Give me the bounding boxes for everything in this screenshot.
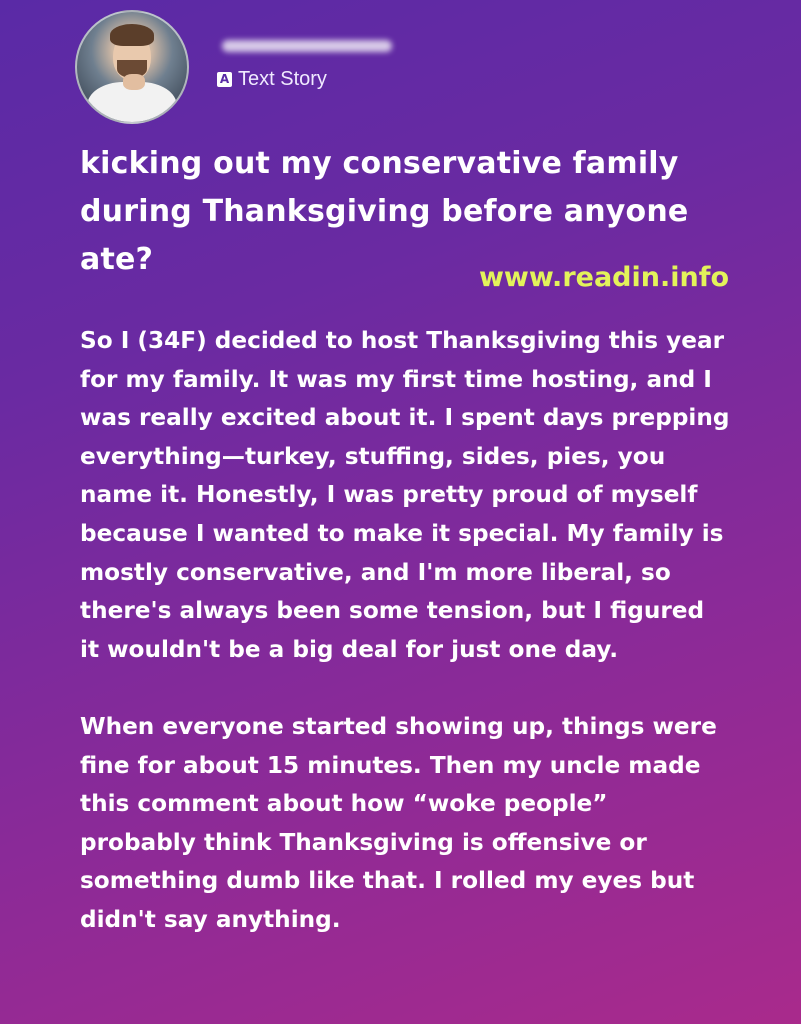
text-story-icon: A <box>217 72 232 87</box>
username-blurred[interactable] <box>222 40 392 52</box>
watermark-url: www.readin.info <box>478 262 729 293</box>
story-paragraph: When everyone started showing up, things were fine for about 15 minutes. Then my uncle made this comment about how “woke people” probably think Thanksgiving is offensive or something dumb like that. I rolled my eyes but didn't say anything. <box>80 712 717 933</box>
avatar-hand <box>123 74 145 90</box>
user-avatar[interactable] <box>75 10 189 124</box>
story-body <box>80 322 730 978</box>
avatar-hair <box>110 24 154 46</box>
post-title: kicking out my conservative family during Thanksgiving before anyone ate? <box>80 146 689 277</box>
story-type-label: Text Story <box>238 67 327 90</box>
story-type-tag <box>217 66 327 92</box>
story-paragraph: So I (34F) decided to host Thanksgiving this year for my family. It was my first time hosting, and I was really excited about it. I spent days prepping everything—turkey, stuffing, sides, pies, you name it. Honestly, I was pretty proud of myself because I wanted to make it special. My family is mostly conservative, and I'm more liberal, so there's always been some tension, but I figured it wouldn't be a big deal for just one day. <box>80 327 730 663</box>
post-header <box>75 10 755 122</box>
